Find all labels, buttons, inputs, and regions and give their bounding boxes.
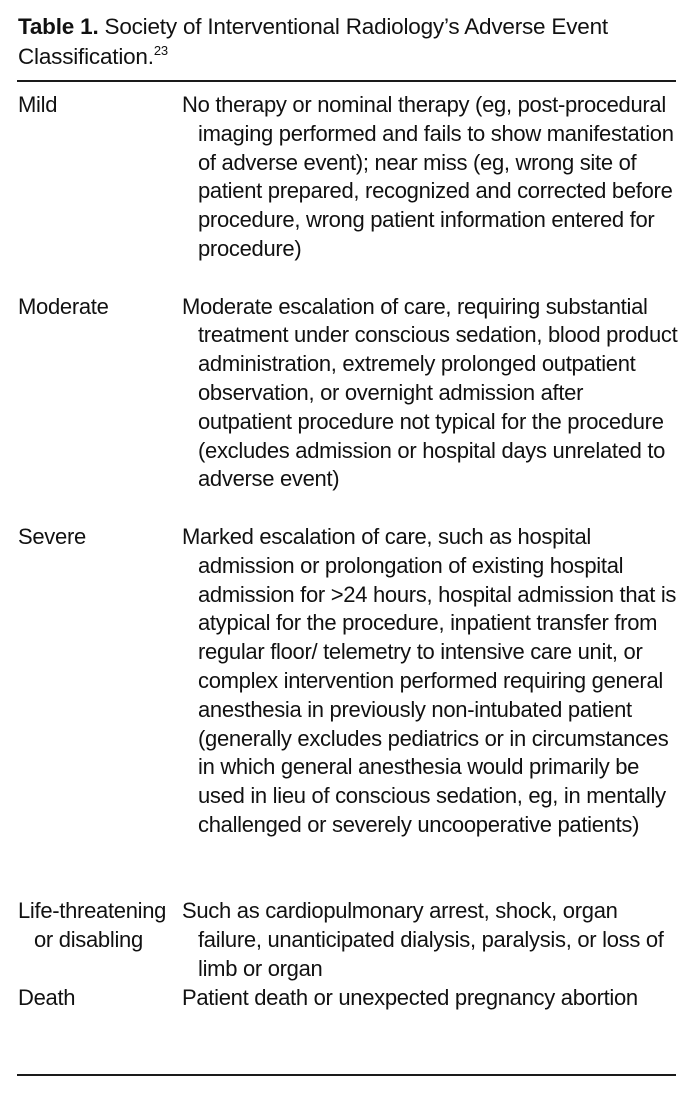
- table-row: [18, 293, 678, 523]
- table-label: Table 1.: [18, 14, 99, 39]
- table-row: [18, 897, 678, 983]
- grade-cell: Death: [18, 984, 76, 1010]
- grade-cell: Life-threatening or disabling: [18, 898, 167, 953]
- top-rule: [17, 80, 676, 82]
- description-cell: Such as cardiopulmonary arrest, shock, organ failure, unanticipated dialysis, paralysis, or loss of limb or organ: [182, 898, 664, 981]
- description-cell: Patient death or unexpected pregnancy abortion: [182, 984, 638, 1010]
- description-cell: Moderate escalation of care, requiring substantial treatment under conscious sedation, blood product administration, extremely prolonged outpatient observation, or overnight admission after outpatient procedure not typical for the procedure (excludes admission or hospital days unrelated to adverse event): [182, 293, 678, 492]
- table-caption: [18, 12, 678, 72]
- grade-cell: Mild: [18, 92, 58, 117]
- description-cell: No therapy or nominal therapy (eg, post-procedural imaging performed and fails to show manifestation of adverse event); near miss (eg, wrong site of patient prepared, recognized and corrected before procedure, wrong patient information entered for procedure): [182, 92, 674, 261]
- table-row: [18, 984, 678, 1042]
- bottom-rule: [17, 1074, 676, 1076]
- description-cell: Marked escalation of care, such as hospital admission or prolongation of existing hospital admission for >24 hours, hospital admission that is atypical for the procedure, inpatient transfer from regular floor/ telemetry to intensive care unit, or complex intervention performed requiring general anesthesia in previously non-intubated patient (generally excludes pediatrics or in circumstances in which general anesthesia would primarily be used in lieu of conscious sedation, eg, in mentally challenged or severely uncooperative patients): [182, 523, 677, 837]
- table-title: Society of Interventional Radiology’s Adverse Event Classification.: [18, 14, 608, 69]
- table-row: [18, 91, 678, 293]
- grade-cell: Moderate: [18, 293, 109, 319]
- adverse-event-table: [18, 91, 678, 1041]
- table-row: [18, 523, 678, 897]
- reference-superscript: 23: [153, 43, 168, 58]
- grade-cell: Severe: [18, 523, 86, 549]
